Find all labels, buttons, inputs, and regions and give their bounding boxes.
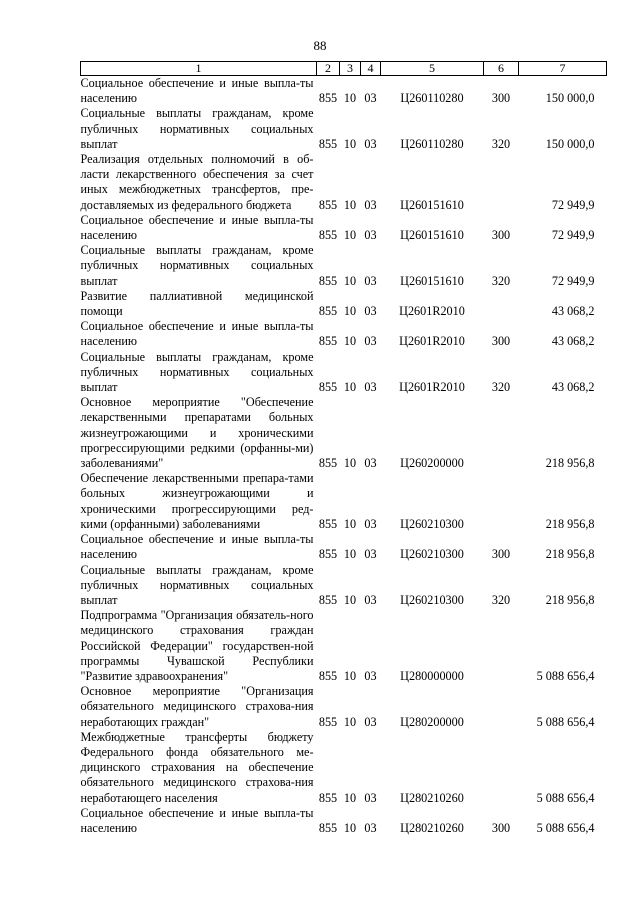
row-name-cell: Развитие паллиативной медицинской помощи — [80, 288, 314, 319]
row-rz-cell: 10 — [343, 380, 357, 395]
row-pr-cell: 03 — [364, 456, 377, 471]
row-gr-cell: 855 — [318, 820, 338, 835]
row-rz-cell: 10 — [343, 228, 357, 243]
row-name-cell: Основное мероприятие "Организация обязательного медицинского страхова-ния неработающих граждан" — [80, 684, 314, 729]
row-gr-cell: 855 — [318, 380, 338, 395]
row-gr-cell: 855 — [318, 273, 338, 288]
table-row — [81, 684, 607, 730]
row-pr-cell: 03 — [364, 304, 377, 319]
row-sum-cell: 5 088 656,4 — [536, 790, 595, 805]
row-gr-cell: 855 — [318, 714, 338, 729]
row-pr-cell: 03 — [364, 273, 377, 288]
table-row — [81, 213, 607, 243]
table-row — [81, 395, 607, 471]
row-name-cell: Социальное обеспечение и иные выпла-ты населению — [80, 805, 314, 835]
row-vr-cell — [484, 152, 519, 213]
budget-table — [80, 61, 607, 836]
row-name-cell: Социальные выплаты гражданам, кроме публичных нормативных социальных выплат — [80, 349, 314, 395]
row-sum-cell: 150 000,0 — [545, 91, 595, 106]
row-sum-cell: 43 068,2 — [551, 304, 595, 319]
row-csr-cell: Ц260151610 — [400, 197, 464, 212]
row-rz-cell: 10 — [343, 547, 357, 562]
row-vr-cell — [484, 289, 519, 319]
row-pr-cell: 03 — [364, 714, 377, 729]
row-name-cell: Межбюджетные трансферты бюджету Федерального фонда обязательного ме-дицинского страхования на обеспечение обязательного медицинского страхова-ния неработающего населения — [80, 729, 314, 805]
row-pr-cell: 03 — [364, 228, 377, 243]
row-csr-cell: Ц260151610 — [400, 228, 464, 243]
row-csr-cell: Ц2601R2010 — [399, 304, 465, 319]
row-csr-cell: Ц280210260 — [400, 790, 464, 805]
row-name-cell: Социальные выплаты гражданам, кроме публичных нормативных социальных выплат — [80, 106, 314, 151]
table-row — [81, 730, 607, 806]
row-sum-cell: 5 088 656,4 — [536, 820, 595, 835]
row-csr-cell: Ц260110280 — [400, 136, 464, 151]
header-col-2: 2 — [317, 62, 340, 76]
row-sum-cell: 5 088 656,4 — [536, 714, 595, 729]
header-row — [81, 62, 607, 76]
row-rz-cell: 10 — [343, 668, 357, 683]
row-rz-cell: 10 — [343, 592, 357, 607]
row-sum-cell: 218 956,8 — [545, 456, 595, 471]
row-gr-cell: 855 — [318, 228, 338, 243]
page-number: 88 — [313, 38, 327, 53]
header-col-7: 7 — [519, 62, 607, 76]
row-gr-cell: 855 — [318, 197, 338, 212]
row-csr-cell: Ц260151610 — [400, 273, 464, 288]
row-name-cell: Социальное обеспечение и иные выпла-ты населению — [80, 212, 314, 243]
row-gr-cell: 855 — [318, 304, 338, 319]
row-rz-cell: 10 — [343, 304, 357, 319]
row-rz-cell: 10 — [343, 820, 357, 835]
header-col-6: 6 — [484, 62, 519, 76]
row-name-cell: Социальное обеспечение и иные выпла-ты населению — [80, 76, 314, 106]
row-sum-cell: 72 949,9 — [551, 228, 595, 243]
table-row — [81, 289, 607, 319]
row-pr-cell: 03 — [364, 380, 377, 395]
row-gr-cell: 855 — [318, 136, 338, 151]
row-vr-cell — [484, 730, 519, 806]
row-vr-cell: 300 — [491, 91, 511, 106]
row-csr-cell: Ц260200000 — [400, 456, 464, 471]
row-csr-cell: Ц260210300 — [400, 516, 464, 531]
row-name-cell: Основное мероприятие "Обеспечение лекарственными препаратами больных жизнеугрожающими и хроническими прогрессирующими редкими (орфанны-ми) заболеваниями" — [80, 395, 314, 471]
header-col-5: 5 — [381, 62, 484, 76]
row-pr-cell: 03 — [364, 820, 377, 835]
table-header — [81, 62, 607, 76]
row-vr-cell — [484, 395, 519, 471]
row-sum-cell: 218 956,8 — [545, 547, 595, 562]
row-sum-cell: 150 000,0 — [545, 136, 595, 151]
row-gr-cell: 855 — [318, 516, 338, 531]
row-rz-cell: 10 — [343, 516, 357, 531]
row-rz-cell: 10 — [343, 334, 357, 349]
row-pr-cell: 03 — [364, 592, 377, 607]
row-pr-cell: 03 — [364, 334, 377, 349]
row-rz-cell: 10 — [343, 197, 357, 212]
row-rz-cell: 10 — [343, 273, 357, 288]
row-rz-cell: 10 — [343, 790, 357, 805]
table-row — [81, 319, 607, 349]
table-row — [81, 608, 607, 684]
row-name-cell: Социальные выплаты гражданам, кроме публичных нормативных социальных выплат — [80, 562, 314, 607]
row-pr-cell: 03 — [364, 516, 377, 531]
row-csr-cell: Ц2601R2010 — [399, 334, 465, 349]
row-vr-cell: 320 — [491, 136, 511, 151]
row-sum-cell: 72 949,9 — [551, 273, 595, 288]
row-csr-cell: Ц280200000 — [400, 714, 464, 729]
row-name-cell: Социальные выплаты гражданам, кроме публичных нормативных социальных выплат — [80, 243, 314, 288]
row-pr-cell: 03 — [364, 790, 377, 805]
row-vr-cell — [484, 684, 519, 730]
row-name-cell: Социальное обеспечение и иные выпла-ты населению — [80, 319, 314, 349]
row-rz-cell: 10 — [343, 136, 357, 151]
row-csr-cell: Ц2601R2010 — [399, 380, 465, 395]
row-csr-cell: Ц260210300 — [400, 547, 464, 562]
row-gr-cell: 855 — [318, 334, 338, 349]
table-row — [81, 471, 607, 532]
row-vr-cell: 300 — [491, 547, 511, 562]
row-csr-cell: Ц260210300 — [400, 592, 464, 607]
row-name-cell: Реализация отдельных полномочий в об-ласти лекарственного обеспечения за счет иных межбюджетных трансфертов, пре-доставляемых из федерального бюджета — [80, 152, 314, 212]
row-pr-cell: 03 — [364, 668, 377, 683]
row-csr-cell: Ц280000000 — [400, 668, 464, 683]
table-row — [81, 563, 607, 609]
row-vr-cell — [484, 471, 519, 532]
row-pr-cell: 03 — [364, 547, 377, 562]
row-vr-cell — [484, 608, 519, 684]
row-vr-cell: 320 — [491, 592, 511, 607]
table-row — [81, 532, 607, 562]
table-row — [81, 350, 607, 396]
row-pr-cell: 03 — [364, 136, 377, 151]
header-col-4: 4 — [361, 62, 381, 76]
row-rz-cell: 10 — [343, 91, 357, 106]
row-gr-cell: 855 — [318, 456, 338, 471]
row-pr-cell: 03 — [364, 197, 377, 212]
row-csr-cell: Ц280210260 — [400, 820, 464, 835]
row-sum-cell: 5 088 656,4 — [536, 668, 595, 683]
row-vr-cell: 300 — [491, 334, 511, 349]
header-col-1: 1 — [81, 62, 317, 76]
row-gr-cell: 855 — [318, 668, 338, 683]
table-row — [81, 76, 607, 107]
row-vr-cell: 320 — [491, 273, 511, 288]
row-name-cell: Социальное обеспечение и иные выпла-ты населению — [80, 532, 314, 562]
row-sum-cell: 218 956,8 — [545, 592, 595, 607]
table-row — [81, 243, 607, 289]
row-gr-cell: 855 — [318, 547, 338, 562]
table-row — [81, 806, 607, 836]
table-row — [81, 106, 607, 152]
table-body — [81, 76, 607, 837]
row-sum-cell: 72 949,9 — [551, 197, 595, 212]
row-rz-cell: 10 — [343, 456, 357, 471]
row-csr-cell: Ц260110280 — [400, 91, 464, 106]
header-col-3: 3 — [340, 62, 361, 76]
row-sum-cell: 43 068,2 — [551, 380, 595, 395]
row-pr-cell: 03 — [364, 91, 377, 106]
row-vr-cell: 300 — [491, 228, 511, 243]
row-gr-cell: 855 — [318, 790, 338, 805]
row-name-cell: Обеспечение лекарственными препара-тами больных жизнеугрожающими и хроническими прогрессирующими ред-кими (орфанными) заболеваниями — [80, 471, 314, 531]
row-name-cell: Подпрограмма "Организация обязатель-ного медицинского страхования граждан Российской Федерации" государствен-ной программы Чувашской Республики "Развитие здравоохранения" — [80, 608, 314, 683]
row-gr-cell: 855 — [318, 91, 338, 106]
row-vr-cell: 320 — [491, 380, 511, 395]
row-gr-cell: 855 — [318, 592, 338, 607]
row-sum-cell: 218 956,8 — [545, 516, 595, 531]
row-vr-cell: 300 — [491, 820, 511, 835]
table-row — [81, 152, 607, 213]
row-sum-cell: 43 068,2 — [551, 334, 595, 349]
row-rz-cell: 10 — [343, 714, 357, 729]
